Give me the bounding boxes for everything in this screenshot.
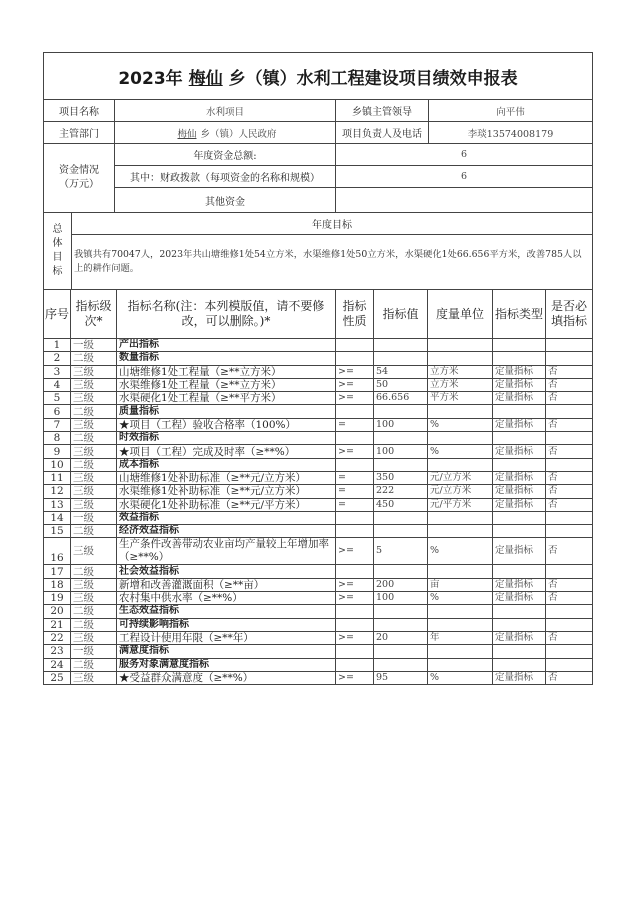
- level-cell: 二级: [71, 352, 117, 365]
- indicator-row: [44, 485, 593, 498]
- indicator-row: [44, 658, 593, 671]
- required-cell: 否: [546, 418, 593, 431]
- goal-side-char: 总: [52, 224, 63, 235]
- indicator-name-cell: ★项目（工程）验收合格率（100%）: [117, 418, 336, 431]
- level-cell: 三级: [71, 471, 117, 484]
- value-cell: [374, 405, 428, 418]
- value-cell: [374, 458, 428, 471]
- seq-cell: 11: [44, 471, 71, 484]
- type-cell: 定量指标: [493, 498, 546, 511]
- header-seq: 序号: [44, 290, 71, 339]
- unit-cell: [428, 525, 493, 538]
- level-cell: 三级: [71, 538, 117, 565]
- value-cell: 100: [374, 418, 428, 431]
- level-cell: 三级: [71, 378, 117, 391]
- nature-cell: [336, 618, 374, 631]
- department-label: 主管部门: [44, 122, 115, 144]
- indicator-row: [44, 565, 593, 578]
- required-cell: [546, 511, 593, 524]
- indicator-row: [44, 378, 593, 391]
- header-name: 指标名称(注：本列模版值，请不要修改，可以删除。)*: [117, 290, 336, 339]
- type-cell: [493, 565, 546, 578]
- nature-cell: [336, 339, 374, 352]
- value-cell: 200: [374, 578, 428, 591]
- indicator-name-cell: ★项目（工程）完成及时率（≥**%）: [117, 445, 336, 458]
- seq-cell: 25: [44, 671, 71, 684]
- indicator-name-cell: 山塘维修1处补助标准（≥**元/立方米）: [117, 471, 336, 484]
- indicator-table: [43, 289, 593, 685]
- indicator-row: [44, 418, 593, 431]
- unit-cell: [428, 511, 493, 524]
- goal-side-char: 目: [52, 252, 63, 263]
- level-cell: 三级: [71, 365, 117, 378]
- level-cell: 三级: [71, 631, 117, 644]
- nature-cell: [336, 565, 374, 578]
- level-cell: 一级: [71, 339, 117, 352]
- indicator-row: [44, 471, 593, 484]
- funds-total-value: 6: [336, 144, 593, 166]
- value-cell: [374, 618, 428, 631]
- type-cell: 定量指标: [493, 592, 546, 605]
- required-cell: 否: [546, 592, 593, 605]
- indicator-name-cell: 生产条件改善带动农业亩均产量较上年增加率（≥**%）: [117, 538, 336, 565]
- required-cell: [546, 432, 593, 445]
- required-cell: 否: [546, 378, 593, 391]
- level-cell: 二级: [71, 618, 117, 631]
- unit-cell: [428, 645, 493, 658]
- level-cell: 二级: [71, 405, 117, 418]
- indicator-name-cell: ★受益群众满意度（≥**%）: [117, 671, 336, 684]
- unit-cell: 元/立方米: [428, 471, 493, 484]
- required-cell: 否: [546, 485, 593, 498]
- seq-cell: 16: [44, 538, 71, 565]
- unit-cell: %: [428, 538, 493, 565]
- level-cell: 二级: [71, 458, 117, 471]
- indicator-name-cell: 水渠维修1处补助标准（≥**元/立方米）: [117, 485, 336, 498]
- seq-cell: 23: [44, 645, 71, 658]
- value-cell: 95: [374, 671, 428, 684]
- required-cell: [546, 525, 593, 538]
- unit-cell: 立方米: [428, 378, 493, 391]
- seq-cell: 8: [44, 432, 71, 445]
- funds-fiscal-row: [44, 166, 593, 188]
- goal-side-char: 标: [52, 266, 63, 277]
- required-cell: [546, 405, 593, 418]
- indicator-name-cell: 成本指标: [117, 458, 336, 471]
- type-cell: 定量指标: [493, 392, 546, 405]
- unit-cell: 亩: [428, 578, 493, 591]
- indicator-name-cell: 产出指标: [117, 339, 336, 352]
- indicator-row: [44, 592, 593, 605]
- goal-table: [43, 212, 593, 290]
- indicator-name-cell: 山塘维修1处工程量（≥**立方米）: [117, 365, 336, 378]
- indicator-name-cell: 工程设计使用年限（≥**年）: [117, 631, 336, 644]
- annual-goal-header: 年度目标: [72, 213, 593, 235]
- type-cell: [493, 352, 546, 365]
- nature-cell: >=: [336, 365, 374, 378]
- seq-cell: 15: [44, 525, 71, 538]
- indicator-name-cell: 生态效益指标: [117, 605, 336, 618]
- value-cell: 20: [374, 631, 428, 644]
- type-cell: 定量指标: [493, 578, 546, 591]
- seq-cell: 9: [44, 445, 71, 458]
- type-cell: [493, 658, 546, 671]
- title-year: 2023年: [118, 68, 183, 89]
- value-cell: 54: [374, 365, 428, 378]
- type-cell: 定量指标: [493, 418, 546, 431]
- unit-cell: 年: [428, 631, 493, 644]
- level-cell: 三级: [71, 485, 117, 498]
- value-cell: 5: [374, 538, 428, 565]
- type-cell: 定量指标: [493, 471, 546, 484]
- required-cell: 否: [546, 498, 593, 511]
- indicator-row: [44, 405, 593, 418]
- nature-cell: [336, 458, 374, 471]
- type-cell: [493, 605, 546, 618]
- level-cell: 一级: [71, 645, 117, 658]
- type-cell: [493, 645, 546, 658]
- value-cell: [374, 432, 428, 445]
- nature-cell: >=: [336, 592, 374, 605]
- indicator-row: [44, 618, 593, 631]
- nature-cell: >=: [336, 378, 374, 391]
- indicator-rows: [44, 339, 593, 685]
- level-cell: 三级: [71, 392, 117, 405]
- required-cell: [546, 339, 593, 352]
- type-cell: [493, 458, 546, 471]
- indicator-name-cell: 效益指标: [117, 511, 336, 524]
- type-cell: 定量指标: [493, 671, 546, 684]
- value-cell: 350: [374, 471, 428, 484]
- unit-cell: [428, 339, 493, 352]
- unit-cell: 平方米: [428, 392, 493, 405]
- nature-cell: [336, 645, 374, 658]
- value-cell: [374, 565, 428, 578]
- seq-cell: 10: [44, 458, 71, 471]
- indicator-name-cell: 时效指标: [117, 432, 336, 445]
- unit-cell: [428, 658, 493, 671]
- level-cell: 二级: [71, 432, 117, 445]
- required-cell: [546, 658, 593, 671]
- unit-cell: %: [428, 671, 493, 684]
- value-cell: 222: [374, 485, 428, 498]
- contact-label: 项目负责人及电话: [336, 122, 429, 144]
- indicator-row: [44, 605, 593, 618]
- unit-cell: %: [428, 592, 493, 605]
- annual-goal-text: 我镇共有70047人，2023年共山塘维修1处54立方米，水渠维修1处50立方米，水渠硬化1处66.656平方米，改善785人以上的耕作问题。: [72, 235, 593, 290]
- value-cell: [374, 605, 428, 618]
- unit-cell: %: [428, 418, 493, 431]
- nature-cell: >=: [336, 538, 374, 565]
- unit-cell: 元/平方米: [428, 498, 493, 511]
- department-township: 梅仙: [177, 128, 197, 140]
- nature-cell: [336, 352, 374, 365]
- value-cell: [374, 525, 428, 538]
- value-cell: [374, 645, 428, 658]
- funds-other-label: 其他资金: [115, 188, 336, 213]
- seq-cell: 2: [44, 352, 71, 365]
- nature-cell: =: [336, 418, 374, 431]
- seq-cell: 12: [44, 485, 71, 498]
- seq-cell: 7: [44, 418, 71, 431]
- indicator-name-cell: 新增和改善灌溉面积（≥**亩）: [117, 578, 336, 591]
- goal-side-char: 体: [52, 238, 63, 249]
- indicator-row: [44, 339, 593, 352]
- indicator-name-cell: 水渠硬化1处补助标准（≥**元/平方米）: [117, 498, 336, 511]
- required-cell: 否: [546, 538, 593, 565]
- level-cell: 二级: [71, 525, 117, 538]
- header-required: 是否必填指标: [546, 290, 593, 339]
- indicator-name-cell: 经济效益指标: [117, 525, 336, 538]
- type-cell: [493, 432, 546, 445]
- level-cell: 三级: [71, 498, 117, 511]
- indicator-row: [44, 578, 593, 591]
- seq-cell: 19: [44, 592, 71, 605]
- seq-cell: 24: [44, 658, 71, 671]
- leader-value: 向平伟: [429, 100, 593, 122]
- type-cell: 定量指标: [493, 631, 546, 644]
- level-cell: 三级: [71, 578, 117, 591]
- nature-cell: >=: [336, 631, 374, 644]
- value-cell: [374, 352, 428, 365]
- funds-fiscal-value: 6: [336, 166, 593, 188]
- nature-cell: >=: [336, 392, 374, 405]
- type-cell: [493, 525, 546, 538]
- seq-cell: 4: [44, 378, 71, 391]
- seq-cell: 14: [44, 511, 71, 524]
- nature-cell: >=: [336, 671, 374, 684]
- indicator-name-cell: 社会效益指标: [117, 565, 336, 578]
- indicator-row: [44, 365, 593, 378]
- title-township: 梅仙: [188, 68, 223, 89]
- seq-cell: 5: [44, 392, 71, 405]
- nature-cell: >=: [336, 578, 374, 591]
- unit-cell: [428, 432, 493, 445]
- seq-cell: 17: [44, 565, 71, 578]
- nature-cell: >=: [336, 445, 374, 458]
- indicator-row: [44, 432, 593, 445]
- contact-value: 李琰13574008179: [429, 122, 593, 144]
- type-cell: [493, 405, 546, 418]
- required-cell: [546, 565, 593, 578]
- level-cell: 三级: [71, 418, 117, 431]
- required-cell: 否: [546, 471, 593, 484]
- level-cell: 一级: [71, 511, 117, 524]
- nature-cell: [336, 525, 374, 538]
- unit-cell: [428, 352, 493, 365]
- level-cell: 二级: [71, 565, 117, 578]
- seq-cell: 3: [44, 365, 71, 378]
- type-cell: 定量指标: [493, 538, 546, 565]
- indicator-row: [44, 458, 593, 471]
- unit-cell: 立方米: [428, 365, 493, 378]
- indicator-row: [44, 645, 593, 658]
- nature-cell: [336, 658, 374, 671]
- funds-total-row: [44, 144, 593, 166]
- value-cell: 66.656: [374, 392, 428, 405]
- nature-cell: [336, 405, 374, 418]
- required-cell: [546, 605, 593, 618]
- indicator-row: [44, 392, 593, 405]
- indicator-name-cell: 水渠维修1处工程量（≥**立方米）: [117, 378, 336, 391]
- seq-cell: 20: [44, 605, 71, 618]
- seq-cell: 21: [44, 618, 71, 631]
- indicator-header-row: [44, 290, 593, 339]
- level-cell: 二级: [71, 658, 117, 671]
- nature-cell: =: [336, 498, 374, 511]
- header-unit: 度量单位: [428, 290, 493, 339]
- project-name-row: [44, 100, 593, 122]
- indicator-row: [44, 538, 593, 565]
- required-cell: [546, 645, 593, 658]
- unit-cell: [428, 405, 493, 418]
- department-suffix: 乡（镇）人民政府: [200, 128, 277, 140]
- required-cell: 否: [546, 365, 593, 378]
- value-cell: 50: [374, 378, 428, 391]
- value-cell: 450: [374, 498, 428, 511]
- type-cell: 定量指标: [493, 365, 546, 378]
- indicator-name-cell: 农村集中供水率（≥**%）: [117, 592, 336, 605]
- overall-goal-label: [44, 213, 72, 290]
- required-cell: 否: [546, 578, 593, 591]
- required-cell: 否: [546, 392, 593, 405]
- nature-cell: =: [336, 485, 374, 498]
- header-type: 指标类型: [493, 290, 546, 339]
- indicator-row: [44, 511, 593, 524]
- indicator-name-cell: 数量指标: [117, 352, 336, 365]
- seq-cell: 18: [44, 578, 71, 591]
- funds-label: 资金情况（万元）: [44, 144, 115, 213]
- funds-fiscal-label: 其中：财政拨款（每项资金的名称和规模）: [115, 166, 336, 188]
- unit-cell: [428, 605, 493, 618]
- seq-cell: 1: [44, 339, 71, 352]
- funds-other-row: [44, 188, 593, 213]
- unit-cell: %: [428, 445, 493, 458]
- level-cell: 二级: [71, 605, 117, 618]
- level-cell: 三级: [71, 445, 117, 458]
- funds-total-label: 年度资金总额:: [115, 144, 336, 166]
- value-cell: [374, 511, 428, 524]
- type-cell: 定量指标: [493, 485, 546, 498]
- indicator-row: [44, 498, 593, 511]
- unit-cell: [428, 565, 493, 578]
- value-cell: 100: [374, 592, 428, 605]
- type-cell: [493, 618, 546, 631]
- header-value: 指标值: [374, 290, 428, 339]
- indicator-name-cell: 水渠硬化1处工程量（≥**平方米）: [117, 392, 336, 405]
- department-row: [44, 122, 593, 144]
- project-name-label: 项目名称: [44, 100, 115, 122]
- nature-cell: =: [336, 471, 374, 484]
- level-cell: 三级: [71, 592, 117, 605]
- required-cell: [546, 352, 593, 365]
- indicator-name-cell: 服务对象满意度指标: [117, 658, 336, 671]
- indicator-row: [44, 671, 593, 684]
- funds-other-value: [336, 188, 593, 213]
- value-cell: 100: [374, 445, 428, 458]
- performance-report-form: [43, 52, 592, 685]
- nature-cell: [336, 511, 374, 524]
- header-table: [43, 52, 593, 213]
- title-suffix: 乡（镇）水利工程建设项目绩效申报表: [228, 68, 518, 89]
- level-cell: 三级: [71, 671, 117, 684]
- indicator-row: [44, 631, 593, 644]
- project-name-value: 水利项目: [115, 100, 336, 122]
- department-value: [115, 122, 336, 144]
- form-title: [44, 53, 593, 100]
- unit-cell: [428, 458, 493, 471]
- seq-cell: 6: [44, 405, 71, 418]
- unit-cell: 元/立方米: [428, 485, 493, 498]
- unit-cell: [428, 618, 493, 631]
- required-cell: 否: [546, 671, 593, 684]
- value-cell: [374, 658, 428, 671]
- indicator-name-cell: 可持续影响指标: [117, 618, 336, 631]
- seq-cell: 13: [44, 498, 71, 511]
- header-level: 指标级次*: [71, 290, 117, 339]
- required-cell: 否: [546, 631, 593, 644]
- type-cell: 定量指标: [493, 378, 546, 391]
- type-cell: 定量指标: [493, 445, 546, 458]
- indicator-row: [44, 352, 593, 365]
- seq-cell: 22: [44, 631, 71, 644]
- required-cell: [546, 618, 593, 631]
- indicator-name-cell: 质量指标: [117, 405, 336, 418]
- value-cell: [374, 339, 428, 352]
- indicator-name-cell: 满意度指标: [117, 645, 336, 658]
- header-nature: 指标性质: [336, 290, 374, 339]
- required-cell: [546, 458, 593, 471]
- leader-label: 乡镇主管领导: [336, 100, 429, 122]
- nature-cell: [336, 605, 374, 618]
- type-cell: [493, 511, 546, 524]
- indicator-row: [44, 525, 593, 538]
- required-cell: 否: [546, 445, 593, 458]
- nature-cell: [336, 432, 374, 445]
- indicator-row: [44, 445, 593, 458]
- type-cell: [493, 339, 546, 352]
